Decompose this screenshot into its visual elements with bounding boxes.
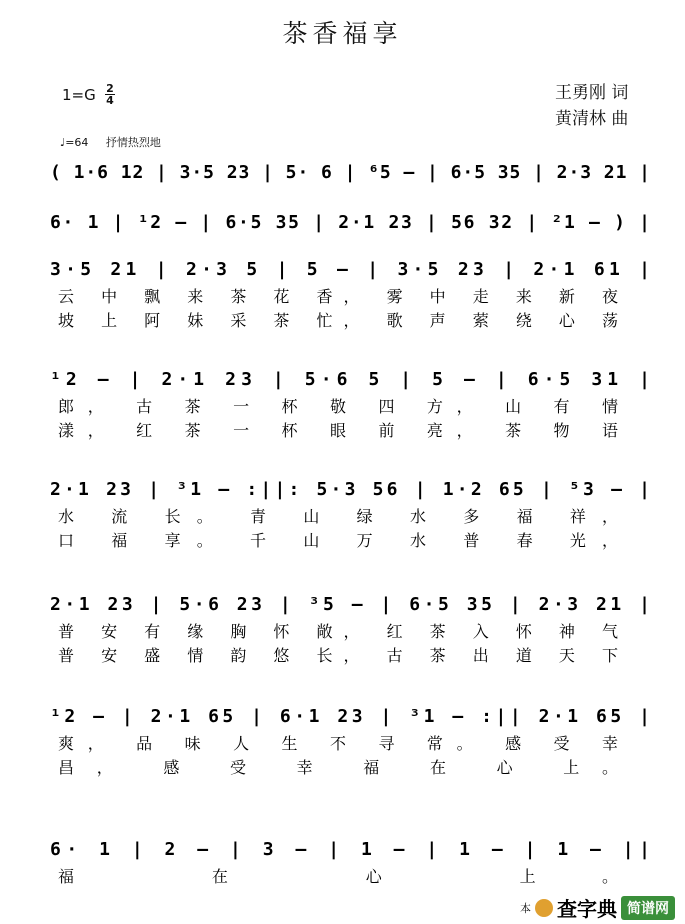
lyric-row-5-verse-1: 水 流 长。 青 山 绿 水 多 福 祥， bbox=[58, 507, 618, 526]
lyric-row-6-verse-1: 普 安 有 缘 胸 怀 敞， 红 茶 入 怀 神 气 bbox=[58, 622, 618, 641]
watermark-badge: 简谱网 bbox=[621, 896, 675, 920]
watermark-prefix: 本 bbox=[520, 901, 531, 915]
composer-role: 曲 bbox=[611, 109, 629, 129]
notation-row-2: 6· 1 | ¹2 – | 6·5 35 | 2·1 23 | 56 32 | ²1 – ) | bbox=[50, 212, 650, 233]
lyricist-name: 王勇刚 bbox=[555, 83, 606, 103]
notation-row-1: ( 1·6 12 | 3·5 23 | 5· 6 | ⁶5 – | 6·5 35 | 2·3 21 | bbox=[50, 162, 650, 183]
lyric-row-7-verse-2: 昌， 感 受 幸 福 在 心 上。 bbox=[58, 758, 618, 777]
composer-name: 黄清林 bbox=[555, 109, 606, 129]
lyric-row-6-verse-2: 普 安 盛 情 韵 悠 长， 古 茶 出 道 天 下 bbox=[58, 646, 618, 665]
tempo-value: ♩=64 bbox=[60, 136, 89, 149]
lyricist-role: 词 bbox=[611, 83, 629, 103]
meter-bottom: 4 bbox=[106, 94, 114, 107]
song-title: 茶香福享 bbox=[282, 19, 403, 48]
key-signature: 1=G bbox=[62, 86, 96, 104]
lyric-row-5-verse-2: 口 福 享。 千 山 万 水 普 春 光， bbox=[58, 531, 618, 550]
lyric-row-3-verse-2: 坡 上 阿 妹 采 茶 忙， 歌 声 萦 绕 心 荡 bbox=[58, 311, 618, 330]
lyric-row-4-verse-1: 郎， 古 茶 一 杯 敬 四 方， 山 有 情 bbox=[58, 397, 618, 416]
expression-marking: 抒情热烈地 bbox=[105, 136, 161, 149]
meter-top: 2 bbox=[106, 82, 114, 95]
watermark bbox=[520, 893, 675, 922]
lyric-row-4-verse-2: 漾， 红 茶 一 杯 眼 前 亮， 茶 物 语 bbox=[58, 421, 618, 440]
lyric-row-3-verse-1: 云 中 飘 来 茶 花 香， 雾 中 走 来 新 夜 bbox=[58, 287, 618, 306]
watermark-site: 查字典 bbox=[557, 897, 617, 921]
mascot-icon bbox=[535, 899, 553, 917]
notation-row-8: 6· 1 | 2 – | 3 – | 1 – | 1 – | 1 – || bbox=[50, 839, 650, 860]
lyric-row-7-verse-1: 爽， 品 味 人 生 不 寻 常。 感 受 幸 bbox=[58, 734, 618, 753]
notation-row-3: 3·5 21 | 2·3 5 | 5 – | 3·5 23 | 2·1 61 | bbox=[50, 259, 650, 280]
notation-row-5: 2·1 23 | ³1 – :||: 5·3 56 | 1·2 65 | ⁵3 – | bbox=[50, 479, 650, 500]
notation-row-4: ¹2 – | 2·1 23 | 5·6 5 | 5 – | 6·5 31 | bbox=[50, 369, 650, 390]
notation-row-6: 2·1 23 | 5·6 23 | ³5 – | 6·5 35 | 2·3 21 | bbox=[50, 594, 650, 615]
notation-row-7: ¹2 – | 2·1 65 | 6·1 23 | ³1 – :|| 2·1 65 | bbox=[50, 706, 650, 727]
lyric-row-8-verse-1: 福 在 心 上。 bbox=[58, 867, 618, 886]
